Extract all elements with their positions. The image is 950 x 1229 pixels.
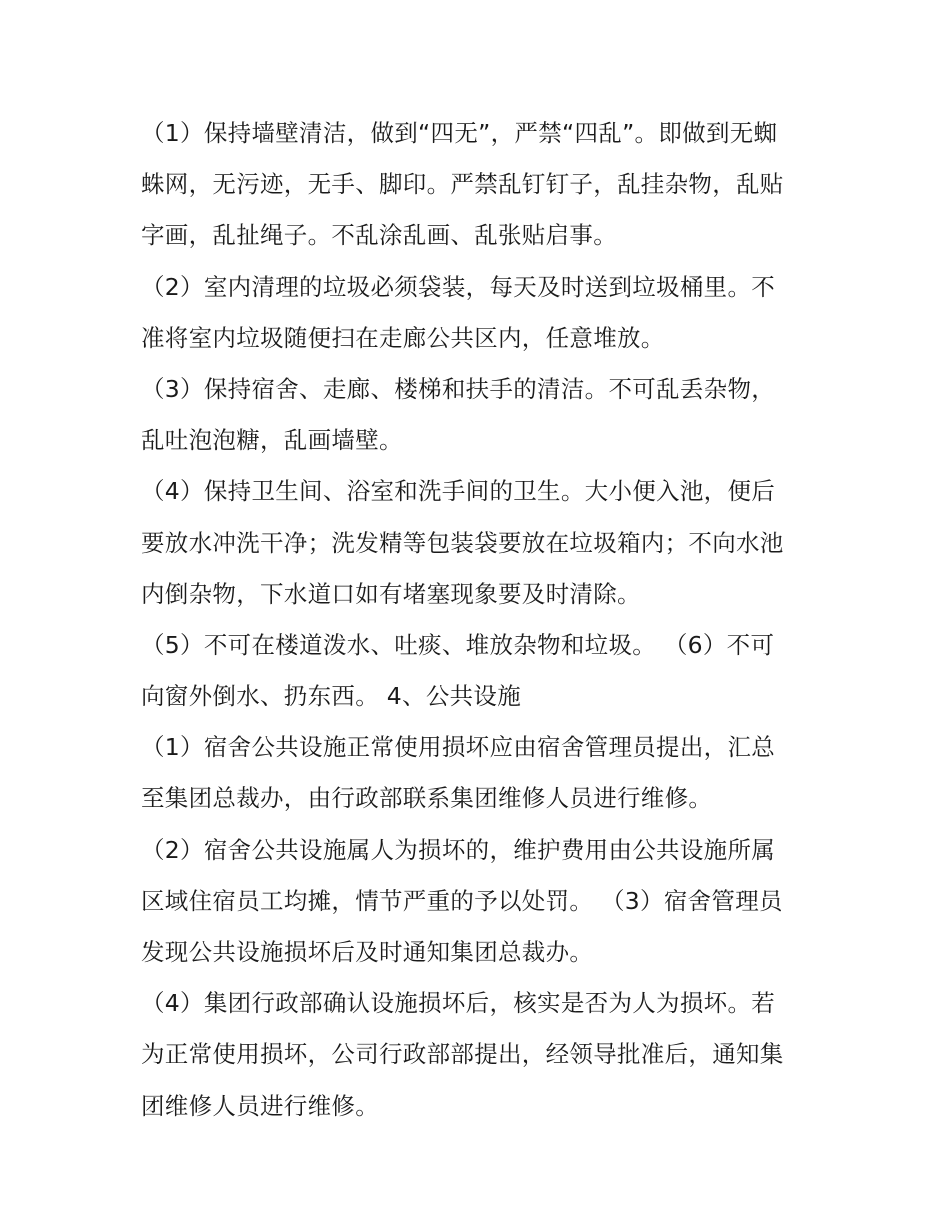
paragraph-stairwell-rules — [141, 620, 821, 722]
text-line: （2）宿舍公共设施属人为损坏的，维护费用由公共设施所属 — [141, 835, 776, 864]
text-line: 至集团总裁办，由行政部联系集团维修人员进行维修。 — [141, 784, 713, 813]
text-line: （1）保持墙壁清洁，做到“四无”，严禁“四乱”。即做到无蜘 — [141, 119, 778, 147]
text-line: 发现公共设施损坏后及时通知集团总裁办。 — [141, 938, 594, 966]
text-line: 内倒杂物，下水道口如有堵塞现象要及时清除。 — [141, 579, 641, 608]
paragraph-wall-cleanliness — [141, 108, 821, 262]
text-line: （4）保持卫生间、浴室和洗手间的卫生。大小便入池，便后 — [141, 477, 776, 506]
text-line: 团维修人员进行维修。 — [141, 1091, 379, 1120]
text-line: （2）室内清理的垃圾必须袋装，每天及时送到垃圾桶里。不 — [141, 272, 776, 301]
text-line: （1）宿舍公共设施正常使用损坏应由宿舍管理员提出，汇总 — [141, 733, 776, 762]
text-line: 向窗外倒水、扔东西。 4、公共设施 — [141, 682, 522, 711]
paragraph-restroom-hygiene — [141, 466, 821, 620]
text-line: 准将室内垃圾随便扫在走廊公共区内，任意堆放。 — [141, 323, 665, 352]
text-line: 乱吐泡泡糖，乱画墙壁。 — [141, 426, 403, 455]
document-body — [141, 108, 821, 1132]
text-line: （4）集团行政部确认设施损坏后，核实是否为人为损坏。若 — [141, 989, 776, 1018]
paragraph-facility-repair-normal — [141, 722, 821, 824]
text-line: 为正常使用损坏，公司行政部部提出，经领导批准后，通知集 — [141, 1040, 784, 1069]
text-line: 区域住宿员工均摊，情节严重的予以处罚。 （3）宿舍管理员 — [141, 886, 783, 915]
text-line: 蛛网，无污迹，无手、脚印。严禁乱钉钉子，乱挂杂物，乱贴 — [141, 170, 784, 199]
text-line: （3）保持宿舍、走廊、楼梯和扶手的清洁。不可乱丢杂物， — [141, 374, 776, 403]
paragraph-facility-damage-human — [141, 825, 821, 979]
paragraph-garbage-disposal — [141, 262, 821, 364]
text-line: 要放水冲洗干净；洗发精等包装袋要放在垃圾箱内；不向水池 — [141, 528, 784, 557]
paragraph-facility-verification — [141, 978, 821, 1132]
text-line: （5）不可在楼道泼水、吐痰、堆放杂物和垃圾。 （6）不可 — [141, 630, 775, 659]
text-line: 字画，乱扯绳子。不乱涂乱画、乱张贴启事。 — [141, 221, 617, 250]
paragraph-corridor-cleanliness — [141, 364, 821, 466]
